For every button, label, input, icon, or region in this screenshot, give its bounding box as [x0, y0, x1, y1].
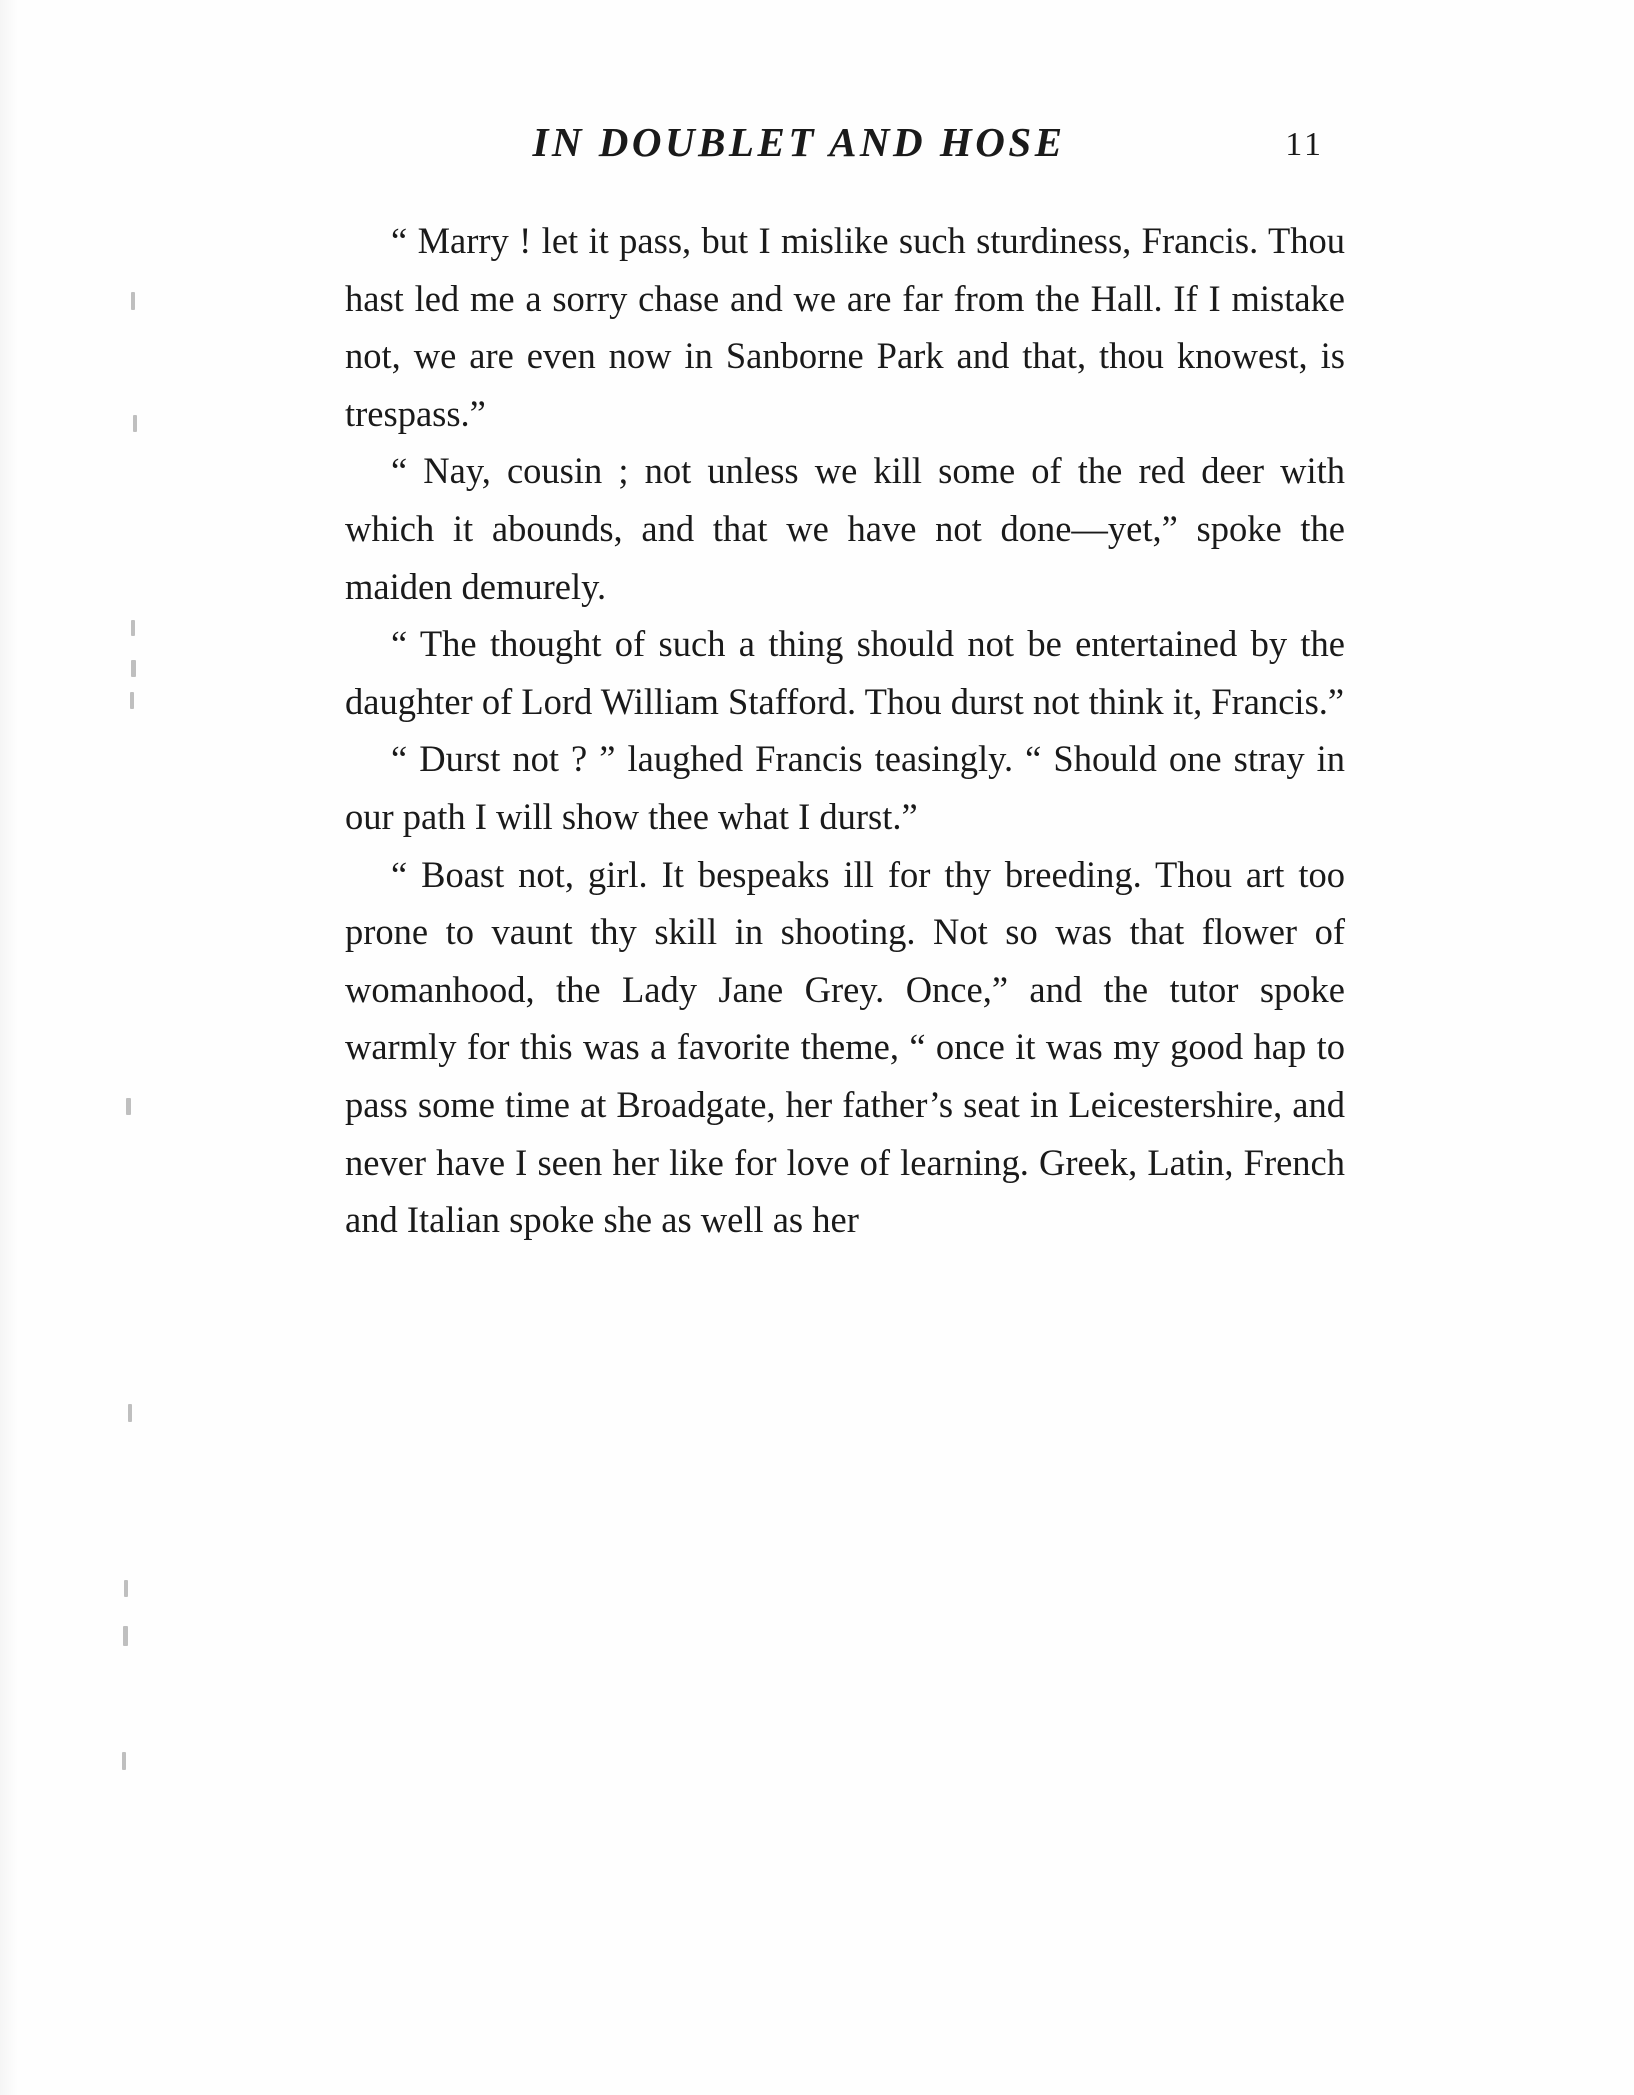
paragraph: “ The thought of such a thing should not be entertained by the daughter of Lord William Stafford. Thou durst not think it, Francis.”: [345, 623, 1345, 722]
paragraph: “ Boast not, girl. It bespeaks ill for thy breeding. Thou art too prone to vaunt thy skill in shooting. Not so was that flower of womanhood, the Lady Jane Grey. Once,” and the tutor spoke warmly for this was a favorite theme, “ once it was my good hap to pass some time at Broadgate, her father’s seat in Leicestershire, and never have I seen her like for love of learning. Greek, Latin, French and Italian spoke she as well as her: [345, 853, 1345, 1241]
margin-speck: [124, 1580, 128, 1597]
page-number: 11: [1285, 126, 1324, 163]
running-head: [0, 118, 1634, 166]
paragraph: “ Marry ! let it pass, but I mislike such sturdiness, Francis. Thou hast led me a sorry chase and we are far from the Hall. If I mistake not, we are even now in Sanborne Park and that, thou knowest, is trespass.”: [345, 220, 1345, 434]
margin-speck: [123, 1626, 128, 1646]
paragraph: “ Durst not ? ” laughed Francis teasingly. “ Should one stray in our path I will show thee what I durst.”: [345, 738, 1345, 837]
paragraph: “ Nay, cousin ; not unless we kill some of the red deer with which it abounds, and that we have not done—yet,” spoke the maiden demurely.: [345, 450, 1345, 607]
margin-speck: [131, 660, 136, 677]
margin-speck: [130, 692, 134, 709]
margin-speck: [131, 620, 135, 636]
margin-speck: [126, 1098, 131, 1115]
margin-speck: [128, 1404, 132, 1422]
body-text: [345, 212, 1345, 1249]
margin-speck: [133, 415, 137, 432]
margin-speck: [122, 1752, 126, 1770]
running-head-title: IN DOUBLET AND HOSE: [532, 119, 1066, 165]
margin-speck: [131, 292, 135, 310]
page-edge-shadow: [0, 0, 18, 2095]
